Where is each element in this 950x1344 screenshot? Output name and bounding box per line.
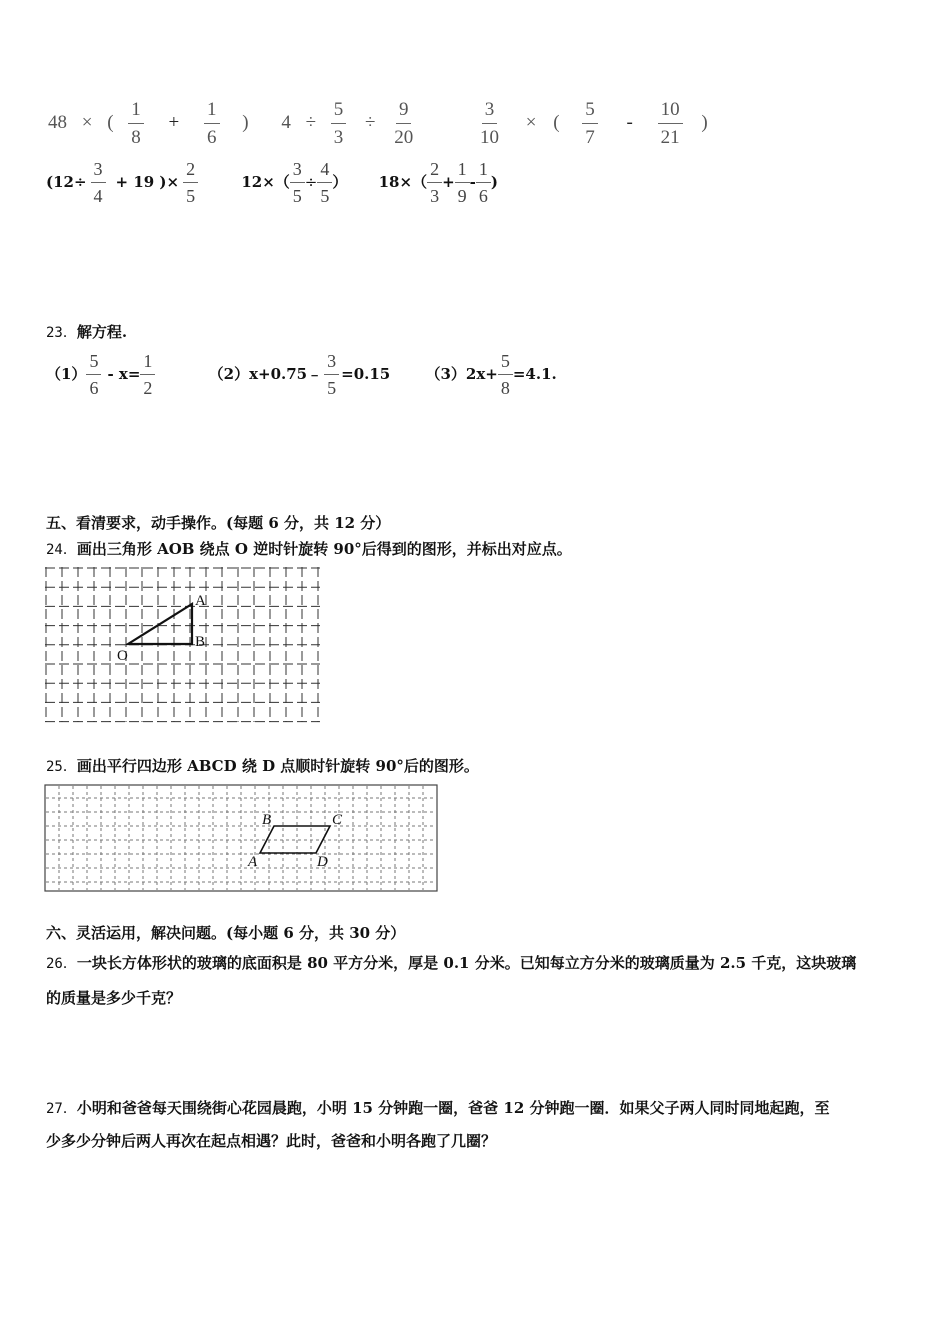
text: =0.15 [341,364,391,383]
expr-6 [378,159,498,206]
operator: ÷ [365,111,376,133]
fraction: $\frac{9}{20}$ [394,99,414,148]
question-text: 解方程. [76,323,128,341]
paren: ( [553,111,560,133]
operator: × [525,111,537,133]
fraction: $\frac{10}{21}$ [658,100,683,147]
question-number: 25． [46,759,77,775]
triangle-grid [44,566,322,724]
question-text-continued: 少多少分钟后两人再次在起点相遇？此时，爸爸和小明各跑了几圈？ [46,1132,497,1150]
question-number: 26． [46,956,77,972]
question-24 [46,538,572,559]
expr-2 [281,99,418,148]
label-c: C [332,812,343,828]
label-b: B [262,812,272,828]
section-5-heading: 五、看清要求，动手操作。(每题 6 分，共 12 分） [46,514,391,532]
operator: ÷ [305,111,317,133]
expr-3 [479,99,708,148]
parallelogram-grid [44,784,440,894]
equation-2 [208,351,396,398]
question-23-title [46,321,127,342]
question-26 [46,948,916,1013]
question-text: 画出平行四边形 ABCD 绕 D 点顺时针旋转 90°后的图形。 [76,757,479,775]
paren: ) [701,111,708,133]
text: （3）2x+ [425,364,498,383]
text: 18×（ [378,172,428,191]
question-text: 一块长方体形状的玻璃的底面积是 80 平方分米，厚是 0.1 分米。已知每立方分米的玻璃质量为 2.5 千克，这块玻璃 [76,954,857,972]
fraction: $\frac{2}{5}$ [183,160,198,205]
text: + 19 )× [115,172,180,191]
text: - x= [107,364,141,383]
paren: ) [242,111,249,133]
fraction: $\frac{3}{10}$ [479,99,499,148]
fraction: $\frac{1}{2}$ [140,352,155,397]
text: =4.1. [512,364,557,383]
question-number: 23． [46,325,77,341]
grid-lines [46,786,436,890]
question-25 [46,755,479,776]
operator: ÷ [304,172,318,191]
text: （1） [46,364,87,383]
fraction: $\frac{1}{9}$ [455,160,470,205]
label-o: O [117,648,128,664]
text: ) [490,172,498,191]
section-6-heading: 六、灵活运用，解决问题。(每小题 6 分，共 30 分） [46,924,406,942]
fraction: $\frac{3}{5}$ [290,160,305,205]
fraction: $\frac{5}{7}$ [582,100,598,147]
label-a: A [248,854,258,870]
number: 48 [48,111,67,133]
fraction: $\frac{1}{6}$ [476,160,491,205]
text: ） [332,172,348,191]
label-d: D [317,854,328,870]
fraction: $\frac{5}{8}$ [498,352,513,397]
question-text: 画出三角形 AOB 绕点 O 逆时针旋转 90°后得到的图形，并标出对应点。 [76,540,572,558]
text: （2）x+0.75﹣ [208,364,323,383]
operator: - [469,172,476,191]
expr-1 [48,99,253,148]
question-number: 27． [46,1101,77,1117]
fraction: $\frac{5}{3}$ [331,100,347,147]
fraction: $\frac{1}{8}$ [128,100,144,147]
question-number: 24． [46,542,77,558]
paren: ( [107,111,114,133]
question-text: 小明和爸爸每天围绕街心花园晨跑，小明 15 分钟跑一圈，爸爸 12 分钟跑一圈．如果父子两人同时同地起跑，至 [76,1099,830,1117]
equation-3 [425,351,557,398]
fraction: $\frac{1}{6}$ [204,100,220,147]
question-23-equations [46,352,557,397]
question-27 [46,1093,916,1156]
fraction: $\frac{4}{5}$ [317,160,332,205]
question-text-continued: 的质量是多少千克？ [46,989,182,1007]
label-a: A [195,593,206,609]
operator: + [168,111,180,133]
calc-row-1 [48,100,708,147]
fraction: $\frac{3}{5}$ [324,352,339,397]
text: 12×（ [241,172,290,191]
fraction: $\frac{5}{6}$ [86,352,101,397]
operator: × [81,111,93,133]
text: (12÷ [46,172,87,191]
label-b: B [195,634,206,650]
number: 4 [281,111,291,133]
operator: + [442,172,455,191]
triangle-aob [128,604,192,644]
expr-4 [46,159,207,206]
fraction: $\frac{2}{3}$ [427,160,442,205]
expr-5 [241,159,352,206]
calc-row-2 [46,160,498,205]
operator: - [626,111,633,133]
fraction: $\frac{3}{4}$ [91,160,106,205]
equation-1 [46,351,161,398]
